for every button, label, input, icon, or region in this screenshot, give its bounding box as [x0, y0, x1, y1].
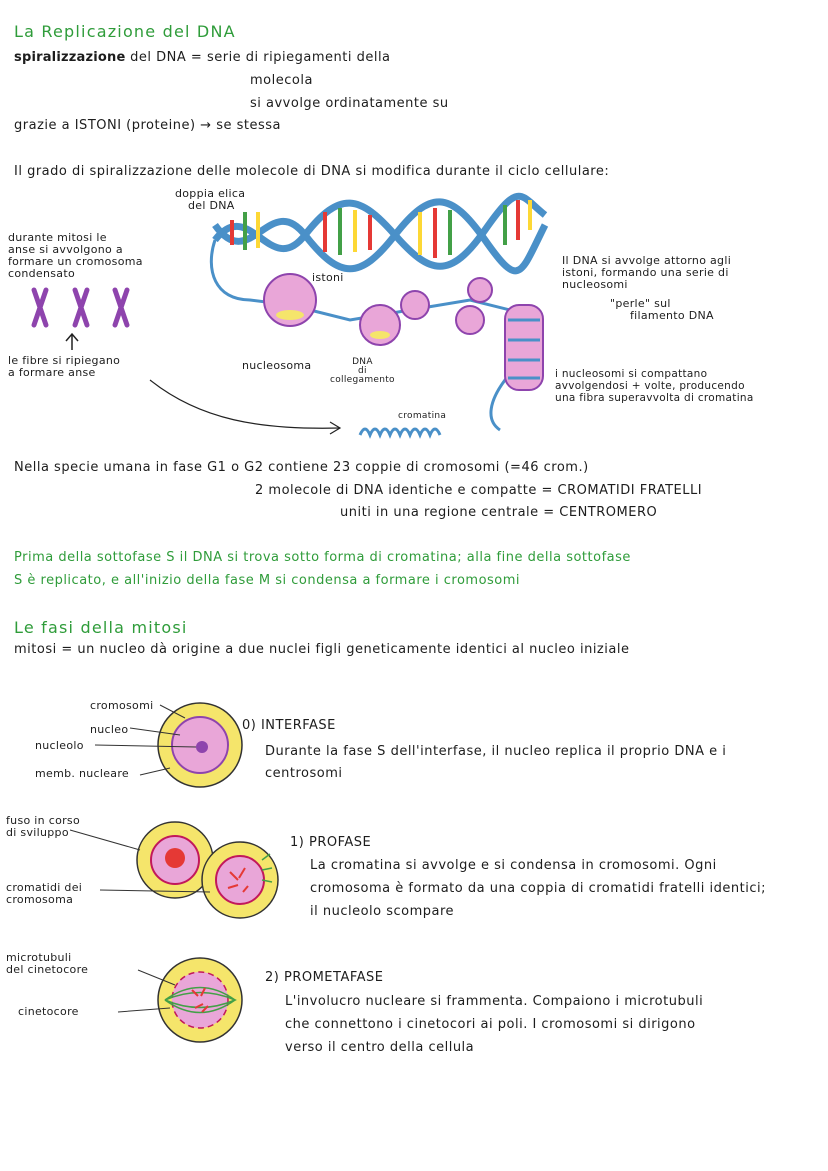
- profase-text-1: La cromatina si avvolge e si condensa in cromosomi. Ogni: [310, 858, 717, 873]
- phases-title: Le fasi della mitosi: [14, 618, 188, 637]
- degree-line: Il grado di spiralizzazione delle molecole di DNA si modifica durante il ciclo cellulare:: [14, 164, 610, 179]
- interfase-heading: 0) INTERFASE: [242, 718, 336, 733]
- nucleosoma-label: nucleosoma: [242, 359, 312, 372]
- compact-note-line: una fibra superavvolta di cromatina: [555, 392, 754, 404]
- green-note-1: Prima della sottofase S il DNA si trova sotto forma di cromatina; alla fine della sottofase: [14, 550, 631, 565]
- interfase-text-1: Durante la fase S dell'interfase, il nucleo replica il proprio DNA e i: [265, 744, 727, 759]
- chromosomes-drawing: [34, 290, 127, 325]
- page-title: La Replicazione del DNA: [14, 22, 236, 41]
- compact-note-line: i nucleosomi si compattano: [555, 368, 708, 380]
- double-helix-drawing: [215, 196, 545, 271]
- profase-text-2: cromosoma è formato da una coppia di cromatidi fratelli identici;: [310, 881, 766, 896]
- fibre-note-line: a formare anse: [8, 366, 96, 379]
- right-note: [562, 255, 731, 291]
- interfase-label-cromosomi: cromosomi: [90, 699, 154, 712]
- arrow-to-chromatin: [150, 380, 340, 428]
- prometafase-heading: 2) PROMETAFASE: [265, 970, 384, 985]
- linker-label: [330, 358, 395, 385]
- spiral-term: spiralizzazione: [14, 50, 126, 65]
- compact-note-line: avvolgendosi + volte, producendo: [555, 380, 745, 392]
- perle-note-line: "perle" sul: [610, 297, 671, 310]
- right-note-line: istoni, formando una serie di: [562, 266, 729, 279]
- fibre-note: [8, 355, 120, 379]
- istoni-label: istoni: [312, 271, 344, 284]
- supercoil-drawing: [505, 305, 543, 390]
- profase-heading: 1) PROFASE: [290, 835, 372, 850]
- profase-label-fuso-2: di sviluppo: [6, 826, 69, 839]
- interfase-label-membrana: memb. nucleare: [35, 767, 129, 780]
- prophase-cells-drawing: [70, 822, 278, 918]
- interfase-label-nucleolo: nucleolo: [35, 739, 84, 752]
- profase-label-cromatidi-1: cromatidi dei: [6, 881, 83, 894]
- linker-line: collegamento: [330, 375, 395, 385]
- interfase-text-2: centrosomi: [265, 766, 343, 781]
- human-line-1: Nella specie umana in fase G1 o G2 contiene 23 coppie di cromosomi (=46 crom.): [14, 460, 589, 475]
- spiral-def-4: grazie a ISTONI (proteine) → se stessa: [14, 118, 281, 133]
- profase-label-fuso-1: fuso in corso: [6, 814, 80, 827]
- prometafase-text-1: L'involucro nucleare si frammenta. Compaiono i microtubuli: [285, 994, 704, 1009]
- nucleosome-beads: [264, 271, 492, 345]
- green-note-2: S è replicato, e all'inizio della fase M si condensa a formare i cromosomi: [14, 573, 521, 588]
- interfase-label-nucleo: nucleo: [90, 723, 129, 736]
- spiral-def-3: si avvolge ordinatamente su: [250, 96, 449, 111]
- prometaphase-cell-drawing: [118, 958, 242, 1042]
- mitosis-note-line: condensato: [8, 267, 75, 280]
- mitosis-note-line: durante mitosi le: [8, 231, 107, 244]
- cromatina-label: cromatina: [398, 411, 447, 421]
- mitosis-note-line: anse si avvolgono a: [8, 243, 123, 256]
- prometafase-label-cinetocore-1: del cinetocore: [6, 963, 89, 976]
- spiral-def-1: del DNA = serie di ripiegamenti della: [130, 50, 391, 65]
- linker-line: di: [358, 366, 367, 376]
- profase-text-3: il nucleolo scompare: [310, 904, 455, 919]
- double-helix-label-1: doppia elica: [175, 187, 246, 200]
- prometafase-text-2: che connettono i cinetocori ai poli. I cromosomi si dirigono: [285, 1017, 696, 1032]
- right-note-line: Il DNA si avvolge attorno agli: [562, 254, 732, 267]
- profase-label-cromatidi-2: cromosoma: [6, 893, 74, 906]
- prometafase-label-cinetocore-2: cinetocore: [18, 1005, 79, 1018]
- chromatin-drawing: [360, 429, 440, 435]
- linker-line: DNA: [352, 357, 373, 367]
- spiral-def-2: molecola: [250, 73, 313, 88]
- compact-note: [555, 368, 754, 404]
- human-line-3: uniti in una regione centrale = CENTROMERO: [340, 505, 658, 520]
- right-note-line: nucleosomi: [562, 278, 628, 291]
- perle-note-line: filamento DNA: [630, 309, 714, 322]
- perle-note: [610, 298, 714, 322]
- mitosis-note: [8, 232, 143, 280]
- prometafase-label-microtubuli: microtubuli: [6, 951, 72, 964]
- prometafase-text-3: verso il centro della cellula: [285, 1040, 475, 1055]
- fibre-note-line: le fibre si ripiegano: [8, 354, 121, 367]
- mitosis-def: mitosi = un nucleo dà origine a due nuclei figli geneticamente identici al nucleo iniziale: [14, 642, 630, 657]
- human-line-2: 2 molecole di DNA identiche e compatte = CROMATIDI FRATELLI: [255, 483, 703, 498]
- double-helix-label-2: del DNA: [188, 199, 235, 212]
- mitosis-note-line: formare un cromosoma: [8, 255, 143, 268]
- spiral-block: [14, 50, 391, 65]
